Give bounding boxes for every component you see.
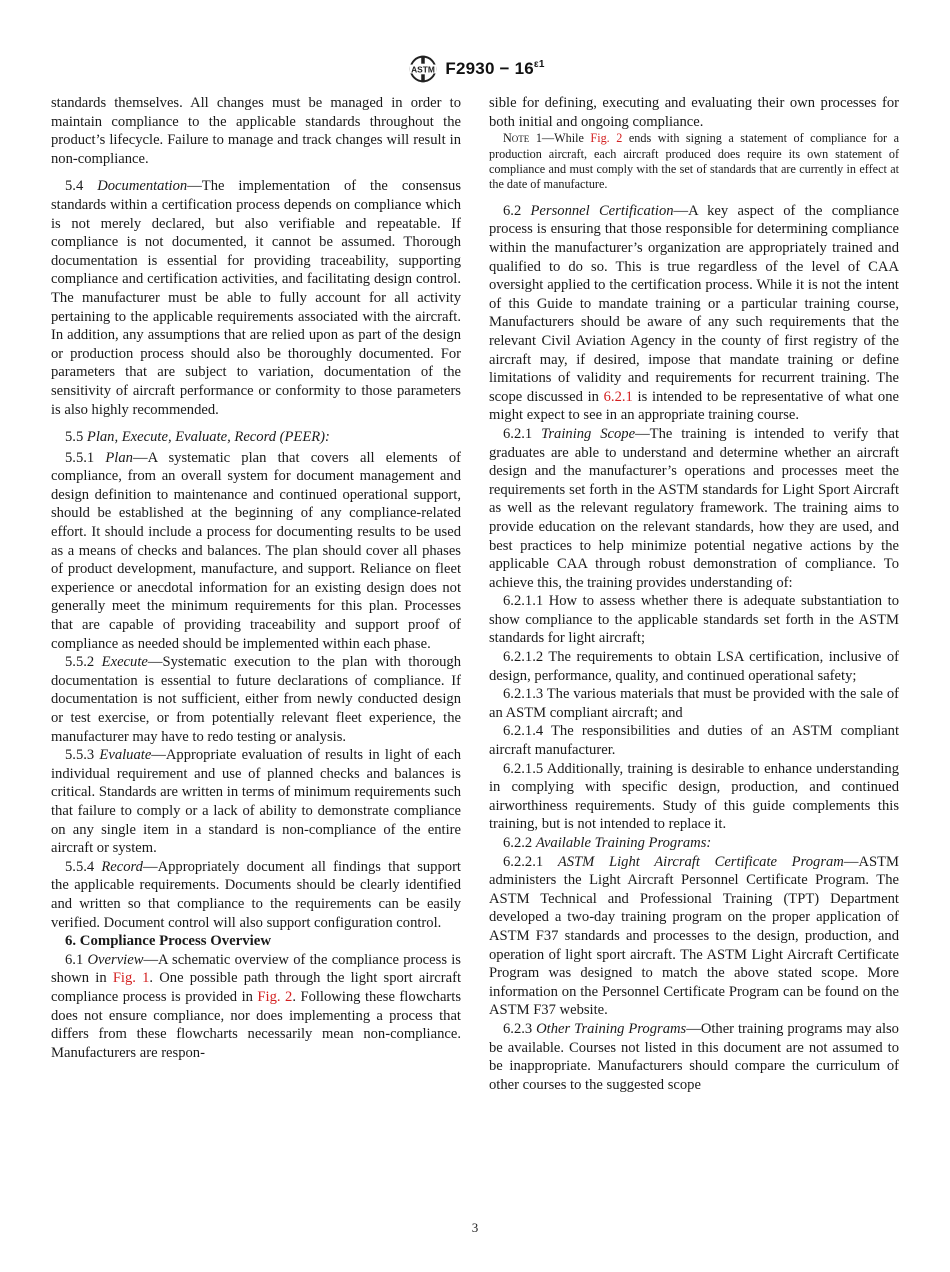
- paragraph-6-2-1-5: 6.2.1.5 Additionally, training is desirable to enhance understanding in complying with specific design, production, and continued airworthiness requirements. Study of this guide complements this training, but is not intended to replace it.: [489, 760, 899, 833]
- paragraph-6-2-1-4: 6.2.1.4 The responsibilities and duties of an ASTM compliant aircraft manufacturer.: [489, 723, 899, 759]
- astm-logo-icon: [405, 54, 441, 84]
- fig-1-link[interactable]: Fig. 1: [112, 970, 150, 987]
- paragraph-6-2-2: 6.2.2 Available Training Programs:: [503, 835, 712, 851]
- note-1: Note 1—While Fig. 2 ends with signing a statement of compliance for a production aircraft, each aircraft produced does require its own statement of compliance and must comply with the set of standards that are currently in effect at the date of manufacture.: [489, 131, 900, 192]
- paragraph-6-2-1-1: 6.2.1.1 How to assess whether there is adequate substantiation to show compliance to the applicable standards set forth in the ASTM standards for light aircraft;: [489, 593, 899, 647]
- page-header: [0, 54, 950, 84]
- left-column: [51, 94, 461, 1062]
- paragraph-5-5: 5.5 Plan, Execute, Evaluate, Record (PEER):: [65, 429, 330, 446]
- paragraph-continuation: standards themselves. All changes must be managed in order to maintain compliance to the applicable standards throughout the product’s lifecycle. Failure to manage and track changes will result in non-compliance.: [51, 95, 461, 167]
- paragraph-6-2-1-3: 6.2.1.3 The various materials that must be provided with the sale of an ASTM compliant aircraft; and: [489, 686, 899, 721]
- standard-designation: $F2930 - 16^{\varepsilon 1}$: [445, 59, 545, 78]
- svg-text:ASTM: ASTM: [411, 64, 436, 75]
- paragraph-6-2: 6.2 Personnel Certification—A key aspect of the compliance process is ensuring that those responsible for determining compliance within the manufacturer’s organization are appropriately trained and qualified to do so. This is true regardless of the level of CAA oversight applied to the certification process. While it is not the intent of this Guide to mandate training or a particular training course, Manufacturers should be aware of any such requirements that the relevant Civil Aviation Agency in the county of first registry of the aircraft may, if desired, impose that mandate training or define limitations of validity and requirements for recurrent training. The scope discussed in 6.2.1 is intended to be representative of what one might expect to see in an appropriate training course.: [489, 202, 899, 424]
- paragraph-6-2-1-2: 6.2.1.2 The requirements to obtain LSA certification, inclusive of design, performance, quality, and continued operational safety;: [489, 649, 899, 684]
- paragraph-continuation-right: sible for defining, executing and evaluating their own processes for both initial and ongoing compliance.: [489, 95, 899, 130]
- page-number: 3: [471, 1220, 479, 1235]
- section-6-title: 6. Compliance Process Overview: [65, 933, 272, 950]
- paragraph-5-5-1: 5.5.1 Plan—A systematic plan that covers all elements of compliance, from an overall system for document management and design definition to maintenance and continued operational support, should be established at the beginning of any compliance-related effort. It should include a process for documenting results to be used as a means of checks and balances. The plan should cover all phases of product development, manufacture, and support. Reliance on fleet experience or anecdotal information for an existing design does not generally meet the minimum requirements for this plan. Processes that are capable of providing traceability and support proof of compliance as needed should be implemented within each phase.: [51, 449, 461, 652]
- paragraph-5-5-2: 5.5.2 Execute—Systematic execution to the plan with thorough documentation is essential to future declarations of compliance. If documentation is not sufficient, either from newly conducted design or test exercise, or from potentially relevant fleet experience, the manufacturer may have to redo testing or analysis.: [51, 654, 462, 745]
- right-column: [489, 94, 899, 1094]
- paragraph-6-2-2-1: 6.2.2.1 ASTM Light Aircraft Certificate Program—ASTM administers the Light Aircraft Personnel Certificate Program. The ASTM Technical and Professional Training (TPT) Department developed a two-day training program on the proper application of ASTM F37 standards and processes to the design, production, and operation of light sport aircraft. The ASTM Light Aircraft Certificate Program was designed to match the above stated scope. More information on the Personnel Certificate Program can be found on the ASTM F37 website.: [489, 853, 899, 1019]
- paragraph-6-2-1: 6.2.1 Training Scope—The training is intended to verify that graduates are able to understand and determine whether an aircraft design and the manufacturer’s operations and processes meet the requirements set forth in the ASTM standards for Light Sport Aircraft as well as the relevant regulatory framework. The training aims to provide education on the relevant standards, how they are used, and best practices to help minimize potential negative actions by the applicable CAA through robust demonstration of compliance. To achieve this, the training provides understanding of:: [489, 425, 899, 591]
- epsilon-superscript: ε1: [533, 59, 545, 70]
- section-6-2-1-link[interactable]: 6.2.1: [603, 388, 633, 405]
- paragraph-5-5-3: 5.5.3 Evaluate—Appropriate evaluation of results in light of each individual requirement and use of planned checks and balances is critical. Standards are written in terms of minimum requirements such that failure to comply or a lack of ability to demonstrate compliance on any single item in a standard is non-compliance of the entire aircraft or system.: [51, 747, 461, 857]
- fig-2-link[interactable]: Fig. 2: [257, 988, 293, 1005]
- paragraph-6-1: 6.1 Overview—A schematic overview of the compliance process is shown in Fig. 1. One possible path through the light sport aircraft compliance process is provided in Fig. 2. Following these flowcharts does not ensure compliance, nor does implementing a process that differs from these flowcharts necessarily mean non-compliance. Manufacturers are respon-: [51, 951, 462, 1061]
- paragraph-6-2-3: 6.2.3 Other Training Programs—Other training programs may also be available. Courses not listed in this document are not assumed to be inappropriate. Manufacturers should compare the curriculum of other courses to the suggested scope: [489, 1020, 899, 1093]
- note-fig-2-link[interactable]: Fig. 2: [590, 131, 623, 146]
- paragraph-5-5-4: 5.5.4 Record—Appropriately document all findings that support the applicable requirements. Documents should be clearly identified and written so that compliance to the requirements can be easily verified. Document control will also support configuration control.: [51, 858, 461, 931]
- paragraph-5-4: 5.4 Documentation—The implementation of the consensus standards within a certification process depends on compliance which is not merely declared, but also verifiable and repeatable. If compliance is not documented, it cannot be assumed. Thorough documentation is essential for providing traceability, supporting compliance and certification activities, and facilitating design control. The manufacturer must be able to fully account for all activity pertaining to the applicable requirements associated with the aircraft. In addition, any assumptions that are relied upon as part of the design or production process should also be thoroughly documented. For parameters that are subject to variation, documentation of the sensitivity of aircraft performance or conformity to those parameters is also highly recommended.: [51, 178, 462, 418]
